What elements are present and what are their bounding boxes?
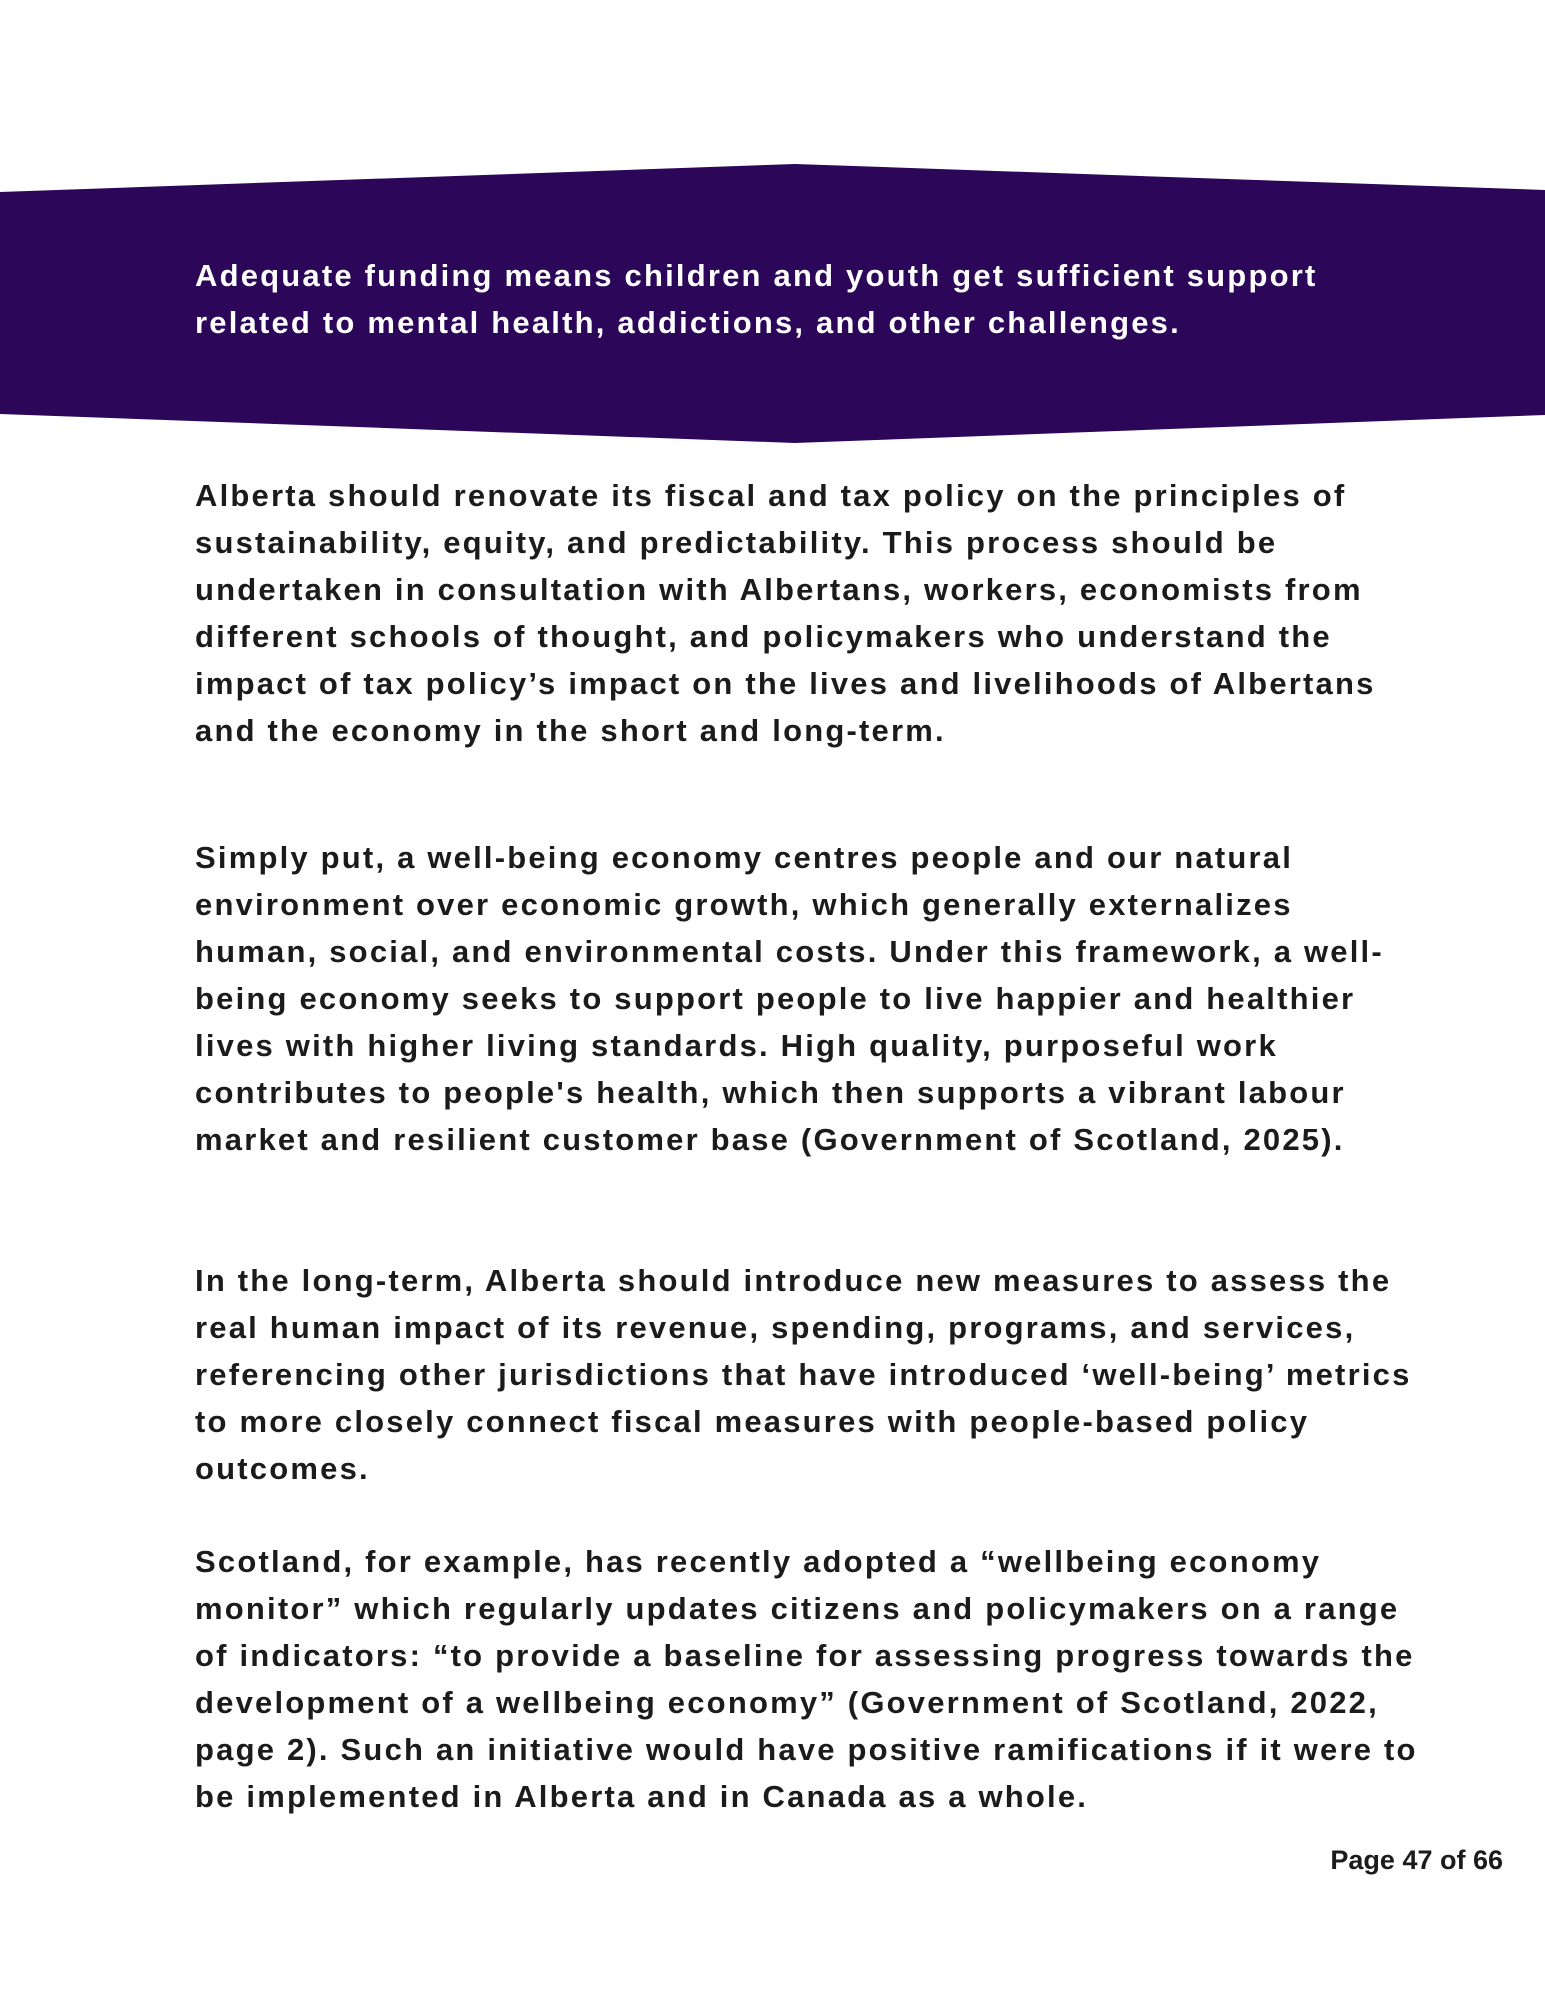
body-paragraph-wellbeing-economy: Simply put, a well-being economy centres people and our natural environment over economic growth, which generally externalizes human, social, and environmental costs. Under this framework, a well-being economy seeks to support people to live happier and healthier lives with higher living standards. High quality, purposeful work contributes to people's health, which then supports a vibrant labour market and resilient customer base (Government of Scotland, 2025). (195, 840, 1384, 1157)
body-paragraph-fiscal-policy: Alberta should renovate its fiscal and tax policy on the principles of sustainability, equity, and predictability. This process should be undertaken in consultation with Albertans, workers, economists from different schools of thought, and policymakers who understand the impact of tax policy’s impact on the lives and livelihoods of Albertans and the economy in the short and long-term. (195, 478, 1376, 748)
page-number: Page 47 of 66 (1330, 1845, 1503, 1875)
body-paragraph-scotland-example: Scotland, for example, has recently adopted a “wellbeing economy monitor” which regularly updates citizens and policymakers on a range of indicators: “to provide a baseline for assessing progress towards the development of a wellbeing economy” (Government of Scotland, 2022, page 2). Such an initiative would have positive ramifications if it were to be implemented in Alberta and in Canada as a whole. (195, 1544, 1418, 1814)
body-paragraph-long-term-measures: In the long-term, Alberta should introduce new measures to assess the real human impact of its revenue, spending, programs, and services, referencing other jurisdictions that have introduced ‘well-being’ metrics to more closely connect fiscal measures with people-based policy outcomes. (195, 1263, 1412, 1486)
banner-callout-text: Adequate funding means children and youth get sufficient support related to mental health, addictions, and other challenges. (195, 258, 1318, 340)
callout-banner (0, 160, 1545, 445)
